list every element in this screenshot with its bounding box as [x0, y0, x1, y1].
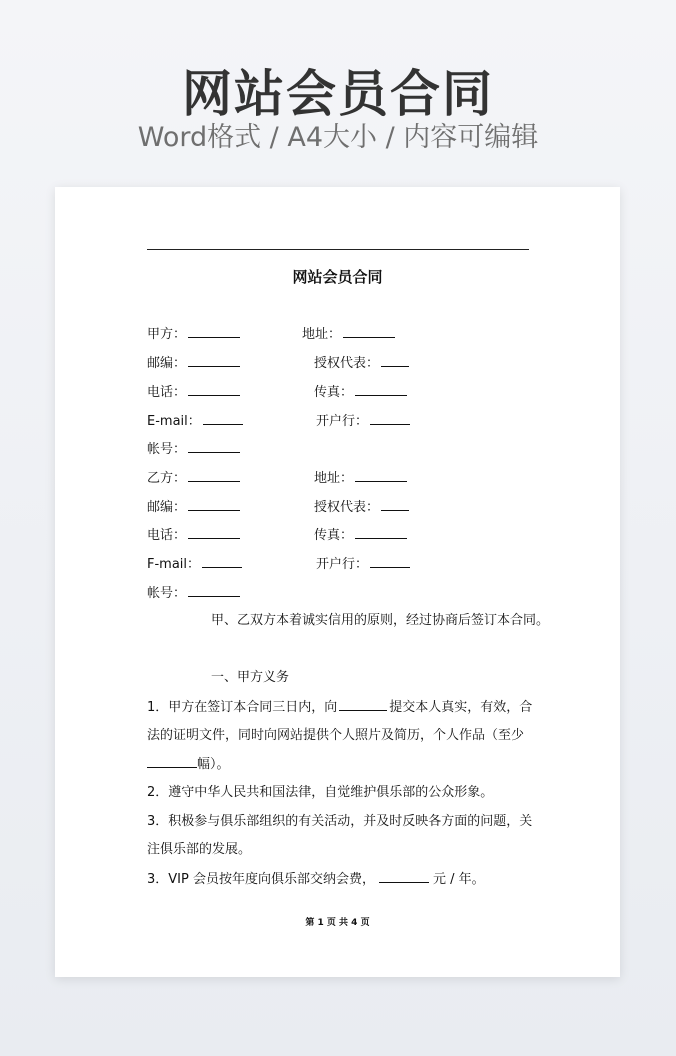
blank-line[interactable] [188, 583, 240, 597]
party-a-fax-field [314, 382, 407, 403]
hero-subtitle: Word格式 / A4大小 / 内容可编辑 [137, 122, 539, 153]
blank-line[interactable] [188, 497, 240, 511]
blank-line[interactable] [188, 439, 240, 453]
party-b-fax-field [314, 525, 407, 546]
field-label: 地址： [302, 327, 342, 342]
clause-2: 2．遵守中华人民共和国法律，自觉维护俱乐部的公众形象。 [147, 785, 494, 800]
section-heading: 一、甲方义务 [211, 670, 290, 685]
field-label: 开户行： [316, 414, 369, 429]
clause-text: 1．甲方在签订本合同三日内，向 [147, 700, 338, 715]
party-b-name-field [147, 468, 240, 489]
document-title: 网站会员合同 [292, 268, 383, 286]
field-label: 邮编： [147, 500, 187, 515]
blank-line[interactable] [370, 411, 410, 425]
blank-line[interactable] [202, 554, 242, 568]
field-label: 授权代表： [314, 356, 380, 371]
clause-text: 3．VIP 会员按年度向俱乐部交纳会费， [147, 872, 375, 887]
blank-line[interactable] [355, 382, 407, 396]
field-label: 授权代表： [314, 500, 380, 515]
document-page [55, 187, 620, 977]
field-label: 地址： [314, 471, 354, 486]
field-label: 电话： [147, 528, 187, 543]
field-label: F-mail： [147, 557, 201, 572]
blank-line[interactable] [343, 324, 395, 338]
blank-line[interactable] [381, 353, 409, 367]
party-a-postcode-field [147, 353, 240, 374]
preamble: 甲、乙双方本着诚实信用的原则，经过协商后签订本合同。 [211, 613, 550, 628]
party-a-bank-field [316, 411, 410, 432]
blank-line[interactable] [355, 468, 407, 482]
party-b-representative-field [314, 497, 409, 518]
party-b-email-field [147, 554, 242, 575]
clause-3-line-2: 注俱乐部的发展。 [147, 842, 252, 857]
clause-1-line-1 [147, 697, 532, 718]
clause-text: 提交本人真实，有效，合 [389, 700, 533, 715]
blank-line[interactable] [188, 324, 240, 338]
field-label: 开户行： [316, 557, 369, 572]
party-b-account-field [147, 583, 240, 604]
blank-line[interactable] [339, 697, 387, 711]
blank-line[interactable] [147, 754, 197, 768]
blank-line[interactable] [379, 869, 429, 883]
clause-3-line-1: 3．积极参与俱乐部组织的有关活动，并及时反映各方面的问题，关 [147, 814, 533, 829]
header-rule [147, 249, 529, 250]
party-a-phone-field [147, 382, 240, 403]
clause-4 [147, 869, 485, 890]
blank-line[interactable] [188, 468, 240, 482]
hero-title: 网站会员合同 [182, 65, 494, 123]
field-label: 传真： [314, 385, 354, 400]
party-b-address-field [314, 468, 407, 489]
page-footer: 第 1 页 共 4 页 [305, 918, 370, 928]
party-a-account-field [147, 439, 240, 460]
party-b-postcode-field [147, 497, 240, 518]
party-a-representative-field [314, 353, 409, 374]
clause-1-line-3 [147, 754, 230, 775]
field-label: 传真： [314, 528, 354, 543]
blank-line[interactable] [203, 411, 243, 425]
party-a-email-field [147, 411, 243, 432]
field-label: E-mail： [147, 414, 201, 429]
field-label: 甲方： [147, 327, 187, 342]
blank-line[interactable] [381, 497, 409, 511]
blank-line[interactable] [188, 353, 240, 367]
party-a-name-field [147, 324, 240, 345]
party-a-address-field [302, 324, 395, 345]
clause-text: 元 / 年。 [432, 872, 485, 887]
field-label: 帐号： [147, 442, 187, 457]
blank-line[interactable] [188, 525, 240, 539]
blank-line[interactable] [355, 525, 407, 539]
blank-line[interactable] [370, 554, 410, 568]
field-label: 帐号： [147, 586, 187, 601]
field-label: 邮编： [147, 356, 187, 371]
blank-line[interactable] [188, 382, 240, 396]
clause-text: 幅）。 [197, 757, 230, 772]
clause-1-line-2: 法的证明文件，同时向网站提供个人照片及简历，个人作品（至少 [147, 728, 525, 743]
party-b-phone-field [147, 525, 240, 546]
field-label: 乙方： [147, 471, 187, 486]
party-b-bank-field [316, 554, 410, 575]
field-label: 电话： [147, 385, 187, 400]
